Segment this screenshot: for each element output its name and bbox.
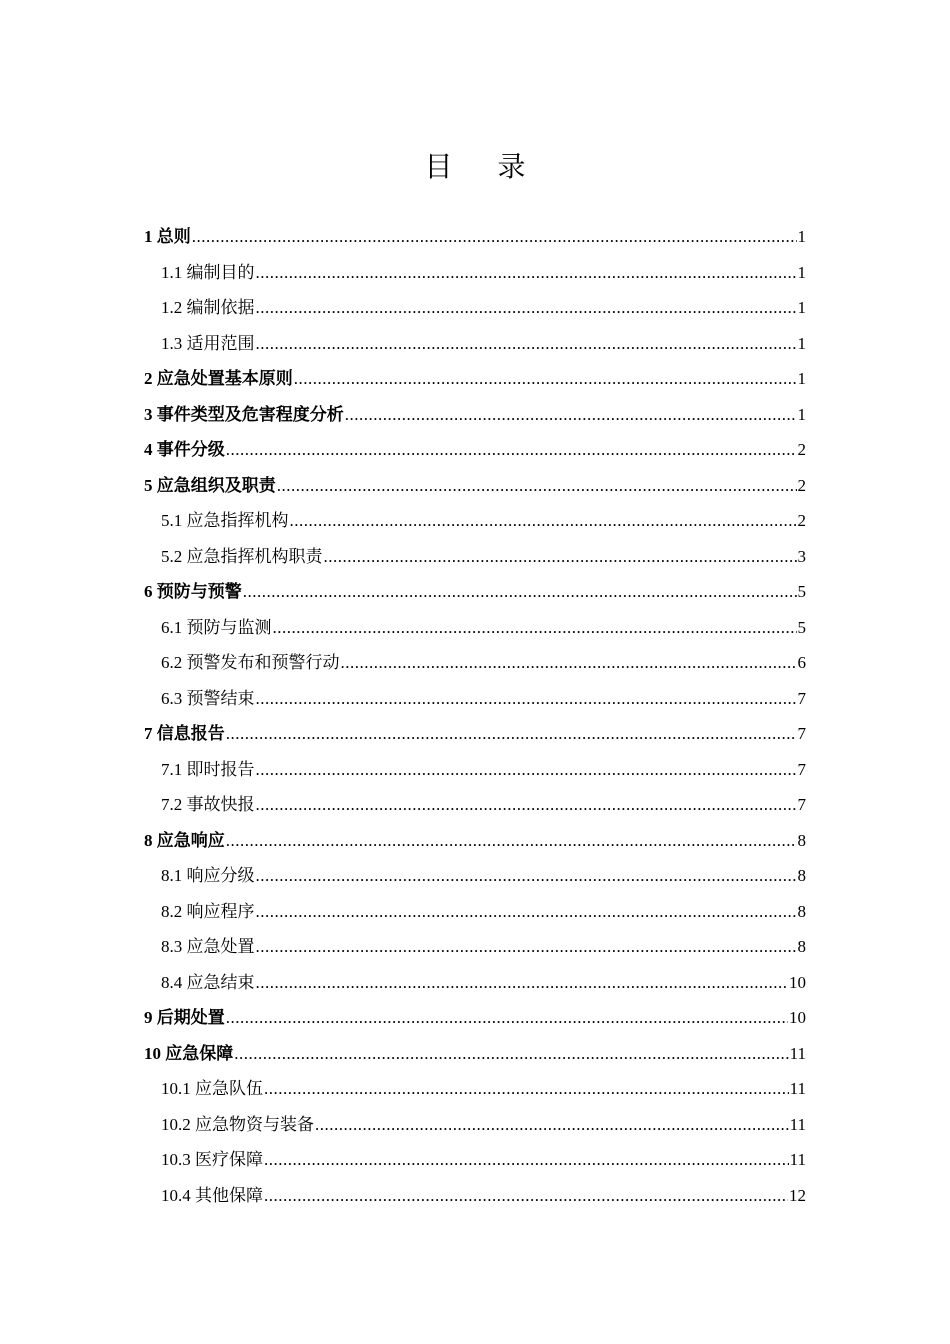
toc-page-number: 1 (797, 262, 806, 282)
toc-page-number: 2 (797, 475, 806, 495)
dot-leader (264, 1142, 789, 1178)
toc-entry-section[interactable] (144, 610, 806, 646)
toc-page-number: 7 (797, 688, 806, 708)
dot-leader (256, 929, 797, 965)
toc-page-number: 11 (789, 1079, 806, 1098)
toc-entry-section[interactable] (144, 965, 806, 1001)
dot-leader (226, 1000, 788, 1036)
toc-page-number: 2 (797, 511, 806, 530)
toc-entry-title: 4 事件分级 (144, 440, 225, 459)
toc-entry-section[interactable] (144, 1071, 806, 1107)
dot-leader (256, 681, 797, 717)
toc-entry-chapter[interactable] (144, 716, 806, 752)
toc-entry-title: 3 事件类型及危害程度分析 (144, 404, 344, 424)
dot-leader (290, 503, 797, 539)
toc-page-number: 10 (789, 1008, 806, 1027)
toc-page-number: 11 (789, 1150, 806, 1169)
dot-leader (256, 752, 797, 788)
toc-entry-title: 10.4 其他保障 (161, 1185, 263, 1205)
toc-entry-title: 10.3 医疗保障 (161, 1150, 263, 1169)
toc-entry-title: 5 应急组织及职责 (144, 475, 276, 495)
toc-page-number: 1 (797, 333, 806, 353)
toc-entry-title: 6 预防与预警 (144, 582, 242, 601)
toc-entry-chapter[interactable] (144, 1000, 806, 1036)
toc-entry-section[interactable] (144, 255, 806, 291)
toc-entry-title: 1 总则 (144, 227, 191, 246)
toc-entry-title: 8 应急响应 (144, 830, 225, 850)
dot-leader (324, 539, 797, 575)
dot-leader (256, 255, 797, 291)
dot-leader (264, 1071, 789, 1107)
toc-page-number: 7 (797, 795, 806, 814)
toc-entry-chapter[interactable] (144, 823, 806, 859)
toc-entry-section[interactable] (144, 1142, 806, 1178)
toc-entry-title: 10 应急保障 (144, 1043, 234, 1063)
toc-page-number: 7 (797, 759, 806, 779)
toc-entry-chapter[interactable] (144, 574, 806, 610)
toc-entry-title: 10.1 应急队伍 (161, 1079, 263, 1098)
toc-page-number: 11 (789, 1114, 806, 1134)
toc-entry-title: 8.1 响应分级 (161, 866, 255, 885)
toc-page-number: 7 (797, 724, 806, 743)
toc-page-number: 8 (797, 830, 806, 850)
toc-entry-chapter[interactable] (144, 432, 806, 468)
toc-page-number: 8 (797, 937, 806, 956)
toc-entry-title: 8.4 应急结束 (161, 972, 255, 992)
page-title: 目 录 (424, 149, 544, 183)
toc-entry-chapter[interactable] (144, 219, 806, 255)
dot-leader (273, 610, 797, 646)
toc-page-number: 11 (789, 1043, 806, 1063)
toc-entry-section[interactable] (144, 681, 806, 717)
dot-leader (234, 1036, 788, 1072)
toc-entry-section[interactable] (144, 290, 806, 326)
toc-page-number: 1 (797, 227, 806, 246)
toc-entry-title: 1.3 适用范围 (161, 333, 255, 353)
toc-entry-chapter[interactable] (144, 1036, 806, 1072)
toc-entry-title: 6.1 预防与监测 (161, 617, 272, 637)
toc-entry-title: 7.2 事故快报 (161, 795, 255, 814)
toc-entry-chapter[interactable] (144, 468, 806, 504)
toc-entry-chapter[interactable] (144, 397, 806, 433)
dot-leader (226, 432, 797, 468)
toc-entry-title: 5.2 应急指挥机构职责 (161, 546, 323, 566)
dot-leader (256, 787, 797, 823)
dot-leader (256, 965, 789, 1001)
toc-entry-section[interactable] (144, 1107, 806, 1143)
toc-entry-title: 8.3 应急处置 (161, 937, 255, 956)
toc-entry-title: 7 信息报告 (144, 724, 225, 743)
toc-page-number: 1 (797, 369, 806, 388)
dot-leader (256, 858, 797, 894)
dot-leader (226, 823, 797, 859)
toc-page-number: 12 (789, 1185, 806, 1205)
toc-entry-section[interactable] (144, 752, 806, 788)
toc-entry-title: 6.2 预警发布和预警行动 (161, 653, 340, 672)
toc-page-number: 5 (797, 582, 806, 601)
dot-leader (243, 574, 797, 610)
toc-entry-section[interactable] (144, 326, 806, 362)
table-of-contents (144, 219, 806, 1213)
toc-entry-section[interactable] (144, 787, 806, 823)
toc-entry-section[interactable] (144, 929, 806, 965)
dot-leader (256, 290, 797, 326)
toc-page-number: 10 (789, 972, 806, 992)
toc-entry-title: 1.2 编制依据 (161, 298, 255, 317)
toc-page-number: 1 (797, 404, 806, 424)
dot-leader (277, 468, 797, 504)
toc-entry-title: 6.3 预警结束 (161, 688, 255, 708)
dot-leader (315, 1107, 789, 1143)
dot-leader (226, 716, 797, 752)
toc-entry-section[interactable] (144, 1178, 806, 1214)
dot-leader (264, 1178, 788, 1214)
dot-leader (256, 326, 797, 362)
toc-entry-title: 7.1 即时报告 (161, 759, 255, 779)
toc-page-number: 6 (797, 653, 806, 672)
dot-leader (345, 397, 797, 433)
toc-entry-title: 8.2 响应程序 (161, 901, 255, 921)
toc-page-number: 8 (797, 866, 806, 885)
toc-page-number: 2 (797, 440, 806, 459)
toc-page-number: 5 (797, 617, 806, 637)
dot-leader (256, 894, 797, 930)
toc-entry-title: 5.1 应急指挥机构 (161, 511, 289, 530)
toc-entry-title: 10.2 应急物资与装备 (161, 1114, 314, 1134)
toc-entry-title: 2 应急处置基本原则 (144, 369, 293, 388)
toc-entry-section[interactable] (144, 503, 806, 539)
toc-entry-title: 9 后期处置 (144, 1008, 225, 1027)
toc-entry-section[interactable] (144, 539, 806, 575)
toc-entry-section[interactable] (144, 894, 806, 930)
toc-page-number: 8 (797, 901, 806, 921)
toc-entry-title: 1.1 编制目的 (161, 262, 255, 282)
toc-entry-chapter[interactable] (144, 361, 806, 397)
dot-leader (294, 361, 797, 397)
toc-entry-section[interactable] (144, 645, 806, 681)
toc-entry-section[interactable] (144, 858, 806, 894)
dot-leader (341, 645, 797, 681)
dot-leader (192, 219, 797, 255)
toc-page-number: 3 (797, 546, 806, 566)
toc-page-number: 1 (797, 298, 806, 317)
